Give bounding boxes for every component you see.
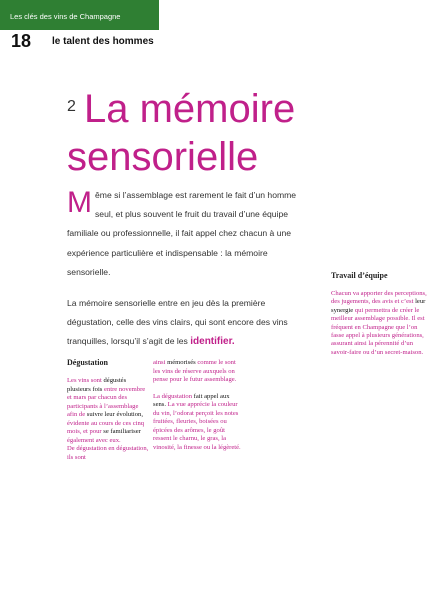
paragraph-gap [153, 385, 243, 393]
col1-emphasis-b: suivre leur évolution, [86, 411, 143, 418]
section-title: le talent des hommes [52, 36, 154, 47]
col1-text-a: Les vins sont [67, 377, 102, 384]
col1-text-d: également avec eux. [67, 436, 121, 444]
drop-cap: M [67, 186, 92, 219]
col2-text-b: comme le sont les vins de réserve auxquels on pense pour le futur assemblage. [153, 359, 237, 383]
intro-paragraph [67, 186, 309, 282]
intro-text: ême si l’assemblage est rarement le fait d’un homme seul, et plus souvent le fruit du travail d’une équipe familiale ou professionnelle, il fait appel chez chacun à une expérience particulière et indispensable : la mémoire sensorielle. [67, 190, 297, 277]
highlight-word: identifier. [190, 336, 235, 348]
degustation-column-1 [67, 377, 149, 462]
col2-text-a: ainsi [153, 359, 166, 366]
col1-text-c: évidente au cours de ces cinq mois, et pour [67, 419, 145, 435]
col2-emphasis-a: mémorisés [167, 359, 196, 366]
page-number: 18 [11, 31, 32, 51]
degustation-column-2 [153, 359, 243, 452]
col1-text-e: De dégustation en dégustation, ils sont [67, 445, 149, 461]
chapter-title-line1: La mémoire [84, 87, 296, 131]
sidebar-title: Travail d’équipe [331, 271, 388, 280]
col1-emphasis-a: dégustés plusieurs fois [67, 377, 127, 393]
body-paragraph [67, 294, 309, 352]
sidebar-text-b: qui permettra de créer le meilleur assemblage possible. Il est fréquent en Champagne que l’on fasse appel à plusieurs générations, assurant ainsi la pérennité d’un savoir-faire ou d’un secret-maison. [331, 306, 425, 356]
sidebar-text [331, 290, 431, 357]
col2-text-c: La dégustation [153, 392, 193, 400]
col1-emphasis-c: se familiariser [103, 428, 141, 435]
sidebar-text-a: Chacun va apporter des perceptions, des jugements, des avis et c’est [331, 290, 427, 306]
col2-text-d: La vue apprécie la couleur du vin, l’odorat perçoit les notes fruitées, fleuries, boisées ou épicées des arômes, le goût ressent le charnu, le gras, la vinosité, la finesse ou la légèreté. [153, 401, 241, 451]
degustation-title: Dégustation [67, 358, 108, 367]
body-paragraph-text: La mémoire sensorielle entre en jeu dès la première dégustation, celle des vins clairs, qui sont encore des vins tranquilles, lorsqu’il s’agit de les [67, 298, 288, 347]
col1-text-b: entre novembre et mars par chacun des participants à l’assemblage afin de [67, 385, 146, 418]
col2-emphasis-b: fait appel aux sens. [153, 392, 230, 408]
sidebar-emphasis: leur synergie [331, 298, 426, 314]
publication-title: Les clés des vins de Champagne [10, 12, 121, 21]
chapter-number: 2 [67, 98, 76, 115]
chapter-title-line2: sensorielle [67, 135, 259, 179]
